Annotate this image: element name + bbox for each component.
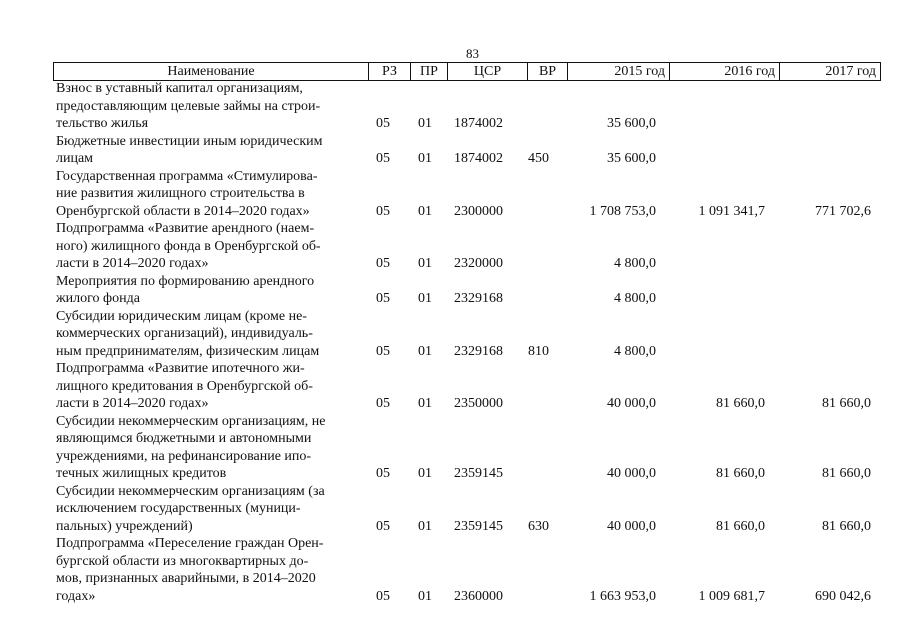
header-vr: ВР bbox=[528, 63, 568, 80]
row-year-2017: 771 702,6 bbox=[815, 203, 871, 219]
table-row bbox=[56, 360, 879, 413]
row-pr: 01 bbox=[418, 151, 432, 166]
row-csr: 2350000 bbox=[454, 396, 503, 411]
row-year-2016: 81 660,0 bbox=[716, 396, 765, 411]
row-year-2015: 35 600,0 bbox=[607, 116, 656, 131]
row-pr: 01 bbox=[418, 116, 432, 131]
row-pr: 01 bbox=[418, 343, 432, 359]
row-year-2016: 81 660,0 bbox=[716, 518, 765, 534]
row-rz: 05 bbox=[376, 466, 390, 481]
row-csr: 1874002 bbox=[454, 151, 503, 166]
row-name: Мероприятия по формированию арендного жилого фонда bbox=[56, 273, 315, 306]
row-name: Подпрограмма «Переселение граждан Орен- бургской области из многоквартирных до- мов, признанных аварийными, в 2014–2020 годах» bbox=[56, 536, 324, 604]
row-pr: 01 bbox=[418, 256, 432, 271]
row-rz: 05 bbox=[376, 588, 390, 604]
row-year-2015: 40 000,0 bbox=[607, 466, 656, 481]
row-name: Субсидии некоммерческим организациям, не являющимся бюджетными и автономными учреждениями, на рефинансирование ипо- течных жилищных кредитов bbox=[56, 413, 326, 481]
row-vr: 450 bbox=[528, 151, 549, 166]
row-year-2017: 81 660,0 bbox=[822, 466, 871, 481]
table-row bbox=[56, 483, 879, 536]
row-year-2016: 1 091 341,7 bbox=[698, 203, 765, 219]
row-year-2017: 81 660,0 bbox=[822, 396, 871, 411]
row-pr: 01 bbox=[418, 396, 432, 411]
row-rz: 05 bbox=[376, 343, 390, 359]
header-year-2017: 2017 год bbox=[825, 63, 876, 79]
row-year-2015: 1 708 753,0 bbox=[589, 203, 656, 219]
row-csr: 2359145 bbox=[454, 518, 503, 534]
row-year-2016: 81 660,0 bbox=[716, 466, 765, 481]
table-header bbox=[53, 62, 881, 81]
row-csr: 2300000 bbox=[454, 203, 503, 219]
row-vr: 810 bbox=[528, 343, 549, 359]
row-csr: 2359145 bbox=[454, 466, 503, 481]
header-rz: РЗ bbox=[369, 63, 411, 80]
row-year-2015: 1 663 953,0 bbox=[589, 588, 656, 604]
page-number: 83 bbox=[466, 46, 479, 61]
row-year-2015: 40 000,0 bbox=[607, 396, 656, 411]
table-row bbox=[56, 220, 879, 273]
row-year-2015: 40 000,0 bbox=[607, 518, 656, 534]
row-name: Подпрограмма «Развитие ипотечного жи- лищного кредитования в Оренбургской об- ласти в 2014–2020 годах» bbox=[56, 361, 313, 411]
row-pr: 01 bbox=[418, 588, 432, 604]
row-year-2015: 35 600,0 bbox=[607, 151, 656, 166]
table-row bbox=[56, 273, 879, 308]
row-year-2017: 81 660,0 bbox=[822, 518, 871, 534]
row-rz: 05 bbox=[376, 116, 390, 131]
table-row bbox=[56, 80, 879, 133]
row-pr: 01 bbox=[418, 518, 432, 534]
row-pr: 01 bbox=[418, 203, 432, 219]
row-csr: 2329168 bbox=[454, 291, 503, 306]
table-row bbox=[56, 168, 879, 221]
row-csr: 2320000 bbox=[454, 256, 503, 271]
row-csr: 2329168 bbox=[454, 343, 503, 359]
row-pr: 01 bbox=[418, 466, 432, 481]
row-year-2015: 4 800,0 bbox=[614, 256, 656, 271]
row-pr: 01 bbox=[418, 291, 432, 306]
row-rz: 05 bbox=[376, 203, 390, 219]
row-rz: 05 bbox=[376, 151, 390, 166]
row-csr: 1874002 bbox=[454, 116, 503, 131]
row-name: Взнос в уставный капитал организациям, предоставляющим целевые займы на строи- тельство жилья bbox=[56, 81, 321, 131]
table-row bbox=[56, 308, 879, 361]
row-name: Субсидии некоммерческим организациям (за исключением государственных (муници- пальных) учреждений) bbox=[56, 483, 325, 534]
row-year-2015: 4 800,0 bbox=[614, 291, 656, 306]
header-name: Наименование bbox=[54, 63, 369, 80]
table-row bbox=[56, 413, 879, 483]
row-year-2017: 690 042,6 bbox=[815, 588, 871, 604]
header-year-2016: 2016 год bbox=[670, 63, 780, 80]
row-name: Подпрограмма «Развитие арендного (наем- ного) жилищного фонда в Оренбургской об- ласти в 2014–2020 годах» bbox=[56, 221, 321, 271]
row-rz: 05 bbox=[376, 518, 390, 534]
header-year-2015: 2015 год bbox=[568, 63, 670, 80]
table-row bbox=[56, 535, 879, 605]
row-vr: 630 bbox=[528, 518, 549, 534]
table-body bbox=[56, 80, 879, 605]
row-year-2016: 1 009 681,7 bbox=[698, 588, 765, 604]
row-year-2015: 4 800,0 bbox=[614, 343, 656, 359]
row-rz: 05 bbox=[376, 396, 390, 411]
row-rz: 05 bbox=[376, 256, 390, 271]
row-name: Государственная программа «Стимулирова- ние развития жилищного строительства в Оренбургской области в 2014–2020 годах» bbox=[56, 168, 318, 219]
table-row bbox=[56, 133, 879, 168]
header-pr: ПР bbox=[411, 63, 448, 80]
row-rz: 05 bbox=[376, 291, 390, 306]
row-csr: 2360000 bbox=[454, 588, 503, 604]
row-name: Бюджетные инвестиции иным юридическим лицам bbox=[56, 133, 323, 166]
row-name: Субсидии юридическим лицам (кроме не- коммерческих организаций), индивидуаль- ным предпринимателям, физическим лицам bbox=[56, 308, 320, 359]
header-csr: ЦСР bbox=[448, 63, 528, 80]
